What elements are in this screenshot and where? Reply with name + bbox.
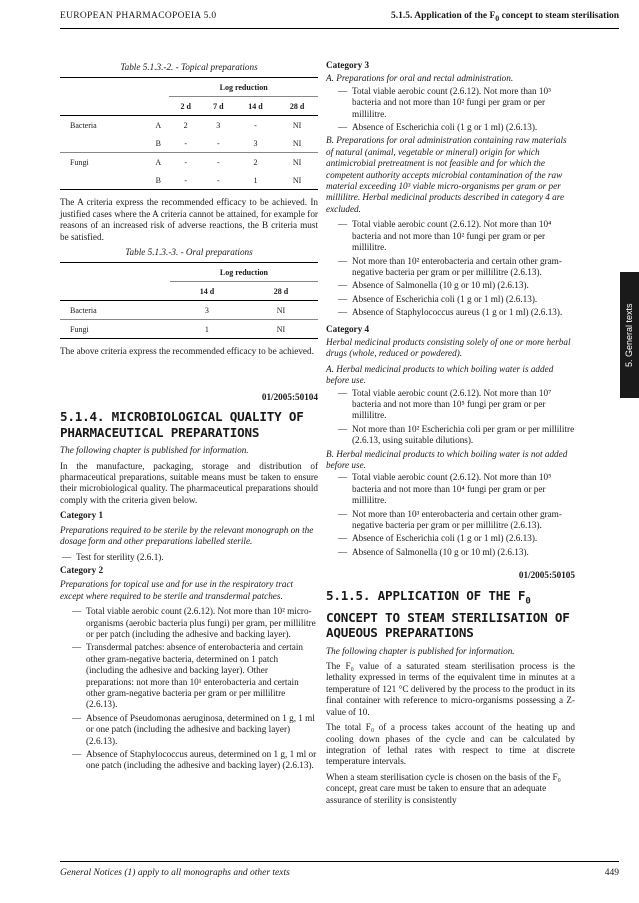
f0-paragraph-3: When a steam sterilisation cycle is chosen on the basis of the F₀ concept, great care must be taken to ensure that an adequate assurance of sterility is consistently (326, 771, 561, 805)
list-item: — Total viable aerobic count (2.6.12). Not more than 10⁵ bacteria and not more than 10⁴ fungi per gram or per millilitre. (336, 472, 575, 506)
table-cell-criterion: B (155, 175, 161, 185)
table-cell-organism: Fungi (70, 157, 89, 167)
table-cell-organism: Bacteria (70, 120, 97, 130)
category-1-title: Category 1 (60, 510, 104, 521)
list-item: — Total viable aerobic count (2.6.12). Not more than 10³ bacteria and not more than 10² fungi per gram or per millilitre. (336, 86, 575, 120)
table2-group-header: Log reduction (169, 78, 318, 97)
category-4-b: B. Herbal medicinal products to which boiling water is not added before use. (326, 448, 568, 470)
table2-column-header: 28 d (289, 101, 305, 111)
running-header (60, 8, 619, 29)
category-1-list (60, 552, 318, 563)
category-4-a: A. Herbal medicinal products to which boiling water is added before use. (326, 363, 554, 386)
table3-caption: Table 5.1.3.-3. - Oral preparations (125, 247, 253, 258)
table-cell: NI (292, 157, 302, 167)
list-item: — Absence of Staphylococcus aureus (1 g or 1 ml) (2.6.13). (336, 307, 575, 318)
table-cell: - (216, 157, 220, 167)
table-cell: 1 (253, 175, 258, 185)
category-4-description: Herbal medicinal products consisting solely of one or more herbal drugs (whole, reduced or powdered). (326, 336, 571, 359)
table-cell: NI (276, 324, 286, 334)
table-topical (60, 77, 318, 190)
section-side-tab[interactable]: 5. General texts (620, 272, 639, 398)
list-item: — Total viable aerobic count (2.6.12). Not more than 10² micro-organisms (aerobic bacteria plus fungi) per gram, per millilitre or per patch (including the adhesive and backing layer). (70, 606, 318, 640)
table-row (60, 171, 318, 190)
category-3-a-list (326, 86, 575, 134)
page-number: 449 (604, 868, 619, 878)
header-title: EUROPEAN PHARMACOPOEIA 5.0 (60, 11, 217, 21)
list-item: — Absence of Pseudomonas aeruginosa, determined on 1 g, 1 ml or one patch (including the adhesive and backing layer) (2.6.13). (70, 713, 318, 747)
table2-corner (60, 97, 147, 116)
table-row (60, 153, 318, 172)
category-3-b: B. Preparations for oral administration containing raw materials of natural (animal, vegetable or mineral) origin for which antimicrobial pretreatment is not feasible and for which the competent authority accepts microbial contamination of the raw material exceeding 10³ viable micro-organisms per gram or per millilitre. Herbal medicinal products described in category 4 are excluded. (326, 135, 567, 214)
table2-column-header: 7 d (213, 101, 224, 111)
table2-column-header: 2 d (180, 101, 191, 111)
info-note: The following chapter is published for information. (60, 445, 249, 456)
category-2-list (60, 606, 318, 772)
table3-group-header: Log reduction (170, 263, 318, 282)
list-item: — Not more than 10² Escherichia coli per gram or per millilitre (2.6.13, using suitable dilutions). (336, 424, 575, 447)
category-4-a-list (326, 388, 575, 447)
category-4-b-list (326, 472, 575, 558)
table-cell: 2 (253, 157, 258, 167)
table-cell: - (184, 138, 187, 148)
header-section: 5.1.5. Application of the $F_0$ concept to steam sterilisation (391, 11, 619, 23)
table-cell: 3 (216, 120, 221, 130)
category-2-title: Category 2 (60, 564, 104, 575)
intro-paragraph: In the manufacture, packaging, storage and distribution of pharmaceutical preparations, suitable means must be taken to ensure their microbiological quality. The pharmaceutical preparations should comply with the criteria given below. (60, 460, 318, 505)
category-4-title: Category 4 (326, 323, 370, 334)
table-cell-organism (60, 171, 147, 190)
table-row (60, 320, 318, 339)
list-item: — Absence of Salmonella (10 g or 10 ml) (2.6.13). (336, 547, 575, 558)
list-item: — Not more than 10² enterobacteria and certain other gram-negative bacteria per gram or per millilitre (2.6.13). (336, 256, 575, 279)
info-note-515: The following chapter is published for information. (326, 645, 515, 656)
table-cell: - (254, 120, 257, 130)
list-item: — Not more than 10³ enterobacteria and certain other gram-negative bacteria per gram or per millilitre (2.6.13). (336, 509, 575, 532)
table-cell: - (216, 138, 220, 148)
table-cell: NI (276, 305, 286, 315)
category-3-b-list (326, 219, 575, 318)
table-cell-criterion: A (155, 120, 162, 130)
table-cell-organism: Bacteria (70, 305, 97, 315)
table-cell: - (184, 175, 187, 185)
page-footer (60, 861, 619, 879)
table-cell-organism (60, 134, 147, 153)
category-3-title: Category 3 (326, 60, 370, 70)
table3-corner (60, 282, 170, 301)
document-code-2: 01/2005:50105 (518, 570, 575, 581)
list-item: — Absence of Escherichia coli (1 g or 1 ml) (2.6.13). (336, 533, 575, 544)
table-cell: NI (292, 138, 302, 148)
table3-column-header: 28 d (273, 286, 289, 296)
category-2-description: Preparations for topical use and for use in the respiratory tract except where required to be sterile and transdermal patches. (60, 579, 294, 601)
table-cell: - (184, 157, 187, 167)
table-cell-criterion: B (155, 138, 161, 148)
left-column (60, 62, 318, 774)
category-3-a: A. Preparations for oral and rectal administration. (326, 73, 514, 84)
table-cell-organism: Fungi (70, 324, 89, 334)
f0-paragraph-1: The F₀ value of a saturated steam sterilisation process is the lethality expressed in terms of the equivalent time in minutes at a temperature of 121 °C delivered by the process to the product in its final container with reference to micro-organisms possessing a Z-value of 10. (326, 661, 575, 717)
table-cell: NI (292, 175, 302, 185)
table2-column-header: 14 d (248, 101, 263, 111)
list-item: — Absence of Salmonella (10 g or 10 ml) (2.6.13). (336, 280, 575, 291)
f0-paragraph-2: The total F₀ of a process takes account of the heating up and cooling down phases of the cycle and can be calculated by integration of lethal rates with respect to time at discrete temperature intervals. (326, 722, 575, 767)
section-heading-515: 5.1.5. APPLICATION OF THE $F_0$ CONCEPT TO STEAM STERILISATION OF AQUEOUS PREPARATIONS (326, 587, 570, 641)
list-item: — Transdermal patches: absence of enterobacteria and certain other gram-negative bacteria, determined on 1 patch (including the adhesive and backing layer). Other preparations: not more than 10¹ enterobacteria and certain other gram-negative bacteria per gram or per millilitre (2.6.13). (70, 642, 318, 710)
list-item: — Absence of Escherichia coli (1 g or 1 ml) (2.6.13). (336, 294, 575, 305)
table-cell: - (216, 175, 220, 185)
table-cell: 3 (253, 138, 258, 148)
criteria-paragraph: The A criteria express the recommended efficacy to be achieved. In justified cases where the A criteria cannot be attained, for example for reasons of an increased risk of adverse reactions, the B criteria must be satisfied. (60, 197, 318, 242)
list-item: — Absence of Escherichia coli (1 g or 1 ml) (2.6.13). (336, 122, 575, 133)
right-column (326, 60, 575, 810)
category-1-description: Preparations required to be sterile by the relevant monograph on the dosage form and other preparations labelled sterile. (60, 524, 314, 547)
table2-caption: Table 5.1.3.-2. - Topical preparations (120, 62, 258, 72)
table3-column-header: 14 d (199, 286, 215, 296)
list-item: — Total viable aerobic count (2.6.12). Not more than 10⁷ bacteria and not more than 10⁵ fungi per gram or per millilitre. (336, 388, 575, 422)
document-code: 01/2005:50104 (261, 391, 318, 402)
above-criteria-paragraph: The above criteria express the recommended efficacy to be achieved. (60, 346, 314, 357)
list-item: — Total viable aerobic count (2.6.12). Not more than 10⁴ bacteria and not more than 10² fungi per gram or per millilitre. (336, 219, 575, 253)
section-heading-514: 5.1.4. MICROBIOLOGICAL QUALITY OF PHARMACEUTICAL PREPARATIONS (60, 409, 304, 440)
table-row (60, 134, 318, 153)
table-cell: 1 (204, 324, 209, 334)
table-oral (60, 262, 318, 339)
table-cell-criterion: A (155, 157, 162, 167)
table-row (60, 116, 318, 135)
table-cell: NI (292, 120, 302, 130)
footer-notice: General Notices (1) apply to all monographs and other texts (60, 868, 290, 878)
list-item: — Absence of Staphylococcus aureus, determined on 1 g, 1 ml or one patch (including the adhesive and backing layer) (2.6.13). (70, 749, 318, 772)
table2-corner (147, 97, 169, 116)
list-item: — Test for sterility (2.6.1). (60, 552, 318, 563)
table-cell: 3 (204, 305, 209, 315)
table-row (60, 301, 318, 320)
table-cell: 2 (183, 120, 188, 130)
